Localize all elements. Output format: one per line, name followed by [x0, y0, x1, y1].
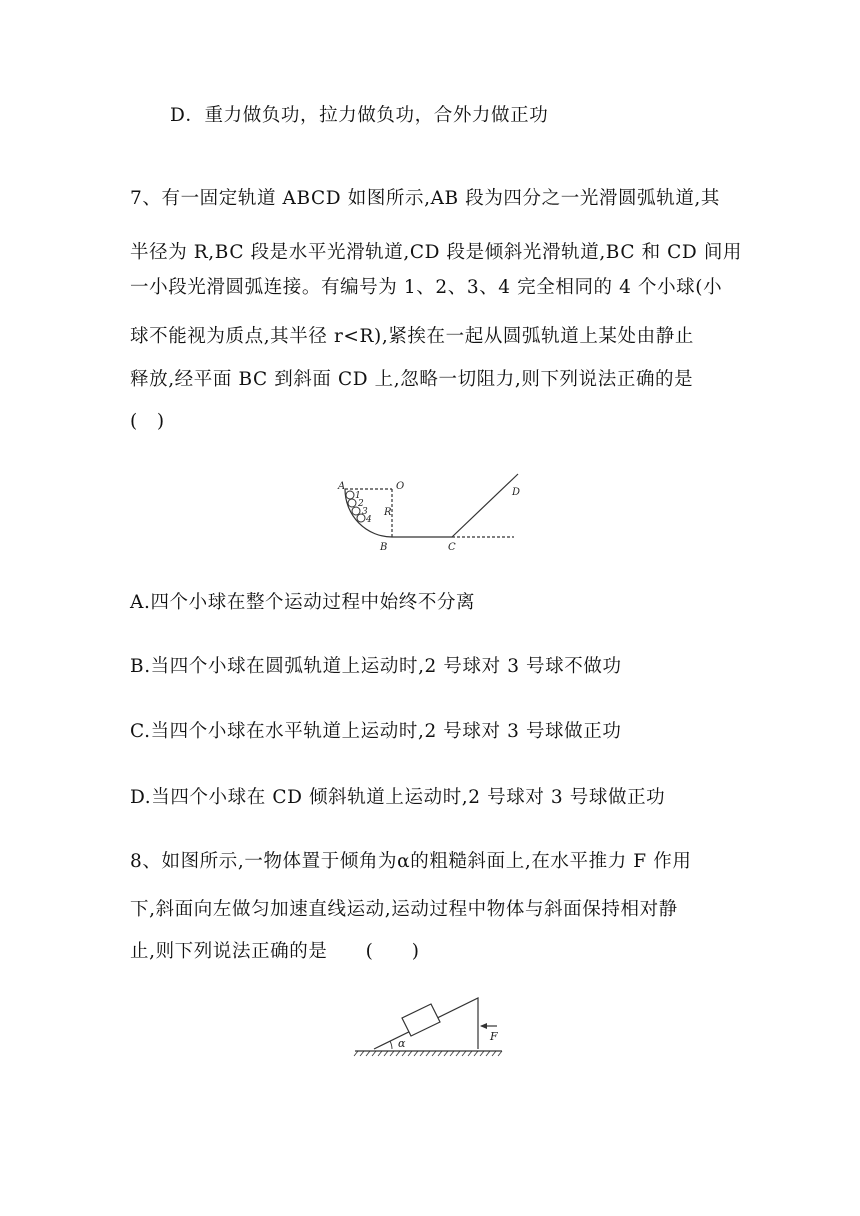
q7-label-ball-4: 4 — [366, 515, 372, 525]
q8-label-alpha: α — [398, 1037, 406, 1050]
q7-option-b: B.当四个小球在圆弧轨道上运动时,2 号球对 3 号球不做功 — [130, 656, 622, 677]
q7-label-d: D — [512, 487, 521, 498]
q8-angle-arc — [390, 1041, 392, 1049]
q7-label-c: C — [448, 542, 456, 553]
q7-stem-line-3: 一小段光滑圆弧连接。有编号为 1、2、3、4 完全相同的 4 个小球(小 — [130, 277, 723, 298]
q7-option-a: A.四个小球在整个运动过程中始终不分离 — [130, 592, 476, 613]
q7-stem-line-4: 球不能视为质点,其半径 r<R),紧挨在一起从圆弧轨道上某处由静止 — [130, 326, 694, 347]
q6-option-d: D．重力做负功，拉力做负功，合外力做正功 — [170, 105, 549, 126]
q7-option-c: C.当四个小球在水平轨道上运动时,2 号球对 3 号球做正功 — [130, 721, 622, 742]
q7-label-ball-3: 3 — [362, 507, 368, 517]
q7-label-b: B — [380, 542, 388, 553]
q8-stem-line-3: 止,则下列说法正确的是 ( ) — [130, 941, 420, 962]
q8-force-arrowhead — [480, 1023, 487, 1029]
q8-ground-hatch — [354, 1051, 502, 1056]
q7-label-r: R — [384, 507, 392, 518]
q7-stem-line-5: 释放,经平面 BC 到斜面 CD 上,忽略一切阻力,则下列说法正确的是 — [130, 369, 694, 390]
q7-label-ball-2: 2 — [358, 499, 364, 509]
q7-label-a: A — [338, 481, 346, 492]
q8-stem-line-1: 8、如图所示,一物体置于倾角为α的粗糙斜面上,在水平推力 F 作用 — [130, 851, 692, 872]
q7-stem-line-6: ( ) — [130, 411, 165, 432]
q7-label-o: O — [396, 481, 405, 492]
q7-stem-line-2: 半径为 R,BC 段是水平光滑轨道,CD 段是倾斜光滑轨道,BC 和 CD 间用 — [130, 242, 743, 263]
q7-label-ball-1: 1 — [355, 491, 361, 501]
q8-stem-line-2: 下,斜面向左做匀加速直线运动,运动过程中物体与斜面保持相对静 — [130, 899, 678, 920]
q7-stem-line-1: 7、有一固定轨道 ABCD 如图所示,AB 段为四分之一光滑圆弧轨道,其 — [130, 188, 721, 209]
q7-option-d: D.当四个小球在 CD 倾斜轨道上运动时,2 号球对 3 号球做正功 — [130, 787, 666, 808]
q8-label-force: F — [490, 1030, 498, 1043]
q8-block — [402, 1004, 440, 1036]
